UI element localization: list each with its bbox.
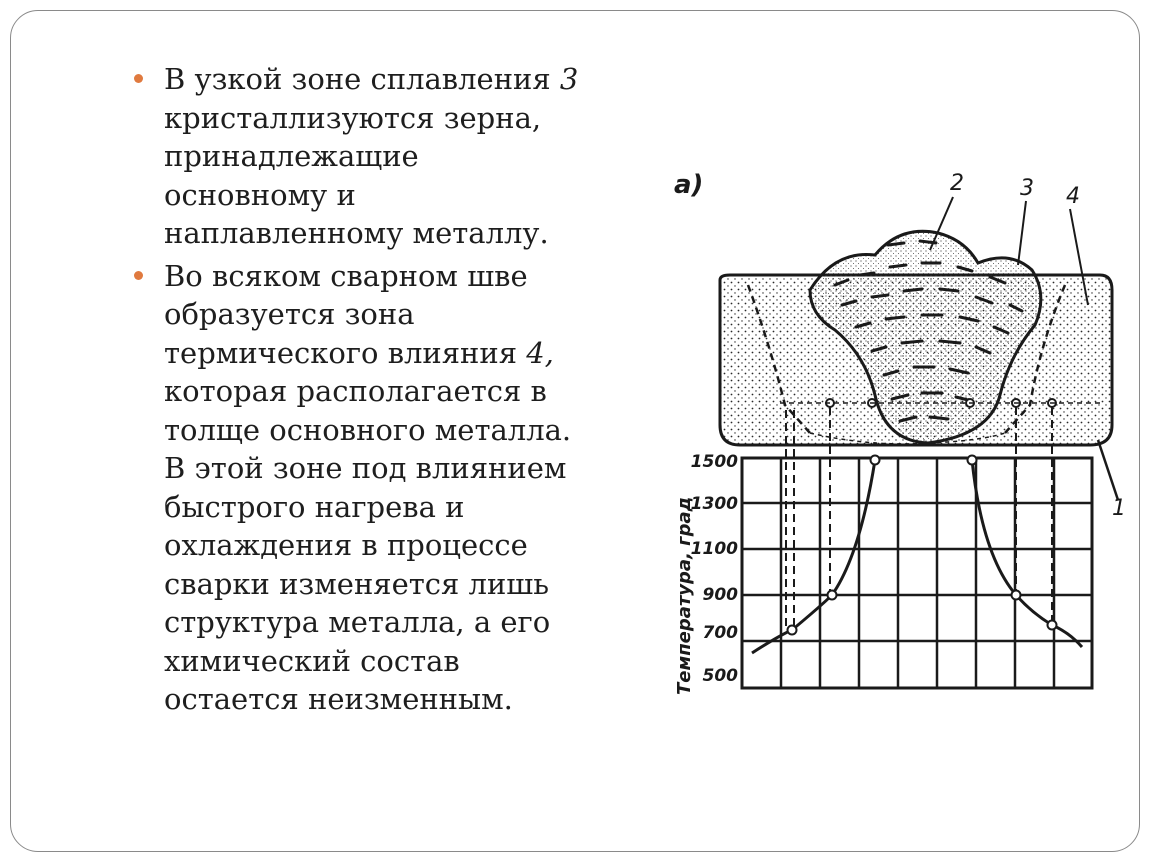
weld-diagram <box>660 155 1130 755</box>
svg-text:1: 1 <box>1112 496 1126 521</box>
text-line: Во всяком сварном шве <box>164 258 528 293</box>
panel-label: а) <box>674 170 704 200</box>
y-axis-label: Температура, град <box>674 496 695 695</box>
text-line: наплавленному металлу. <box>164 216 549 250</box>
text-line: химический состав <box>164 643 460 678</box>
svg-text:4: 4 <box>1066 184 1080 209</box>
bullet-item-2 <box>132 257 602 719</box>
text-line: принадлежащие <box>164 139 419 173</box>
y-tick: 1300 <box>690 494 738 514</box>
svg-text:3: 3 <box>1020 176 1034 201</box>
text-line: кристаллизуются зерна, <box>164 100 542 135</box>
y-tick: 500 <box>702 666 738 686</box>
slide-text <box>132 60 602 723</box>
text-line: В этой зоне под влиянием <box>164 451 567 485</box>
y-tick: 700 <box>702 623 738 643</box>
text-line: остается неизменным. <box>164 682 513 716</box>
text-line: толще основного металла. <box>164 412 572 447</box>
text-line: основному и <box>164 177 356 212</box>
bullet-dot-icon <box>134 271 143 280</box>
callout-3 <box>1018 176 1034 265</box>
svg-text:2: 2 <box>950 171 964 196</box>
y-tick: 1100 <box>690 539 738 559</box>
text-line: образуется зона <box>164 297 415 331</box>
text-line: охлаждения в процессе <box>164 528 528 562</box>
callout-1 <box>1098 440 1126 521</box>
bullet-item-1 <box>132 60 602 253</box>
text-line: которая располагается в <box>164 374 547 408</box>
y-axis-ticks <box>691 452 738 686</box>
y-tick: 1500 <box>690 452 738 472</box>
y-tick: 900 <box>702 585 738 605</box>
text-line: В узкой зоне сплавления 3 <box>164 62 579 96</box>
text-line: структура металла, а его <box>164 605 551 639</box>
bullet-dot-icon <box>134 74 143 83</box>
text-line: термического влияния 4, <box>164 335 554 370</box>
text-line: сварки изменяется лишь <box>164 566 550 601</box>
text-line: быстрого нагрева и <box>164 489 465 524</box>
